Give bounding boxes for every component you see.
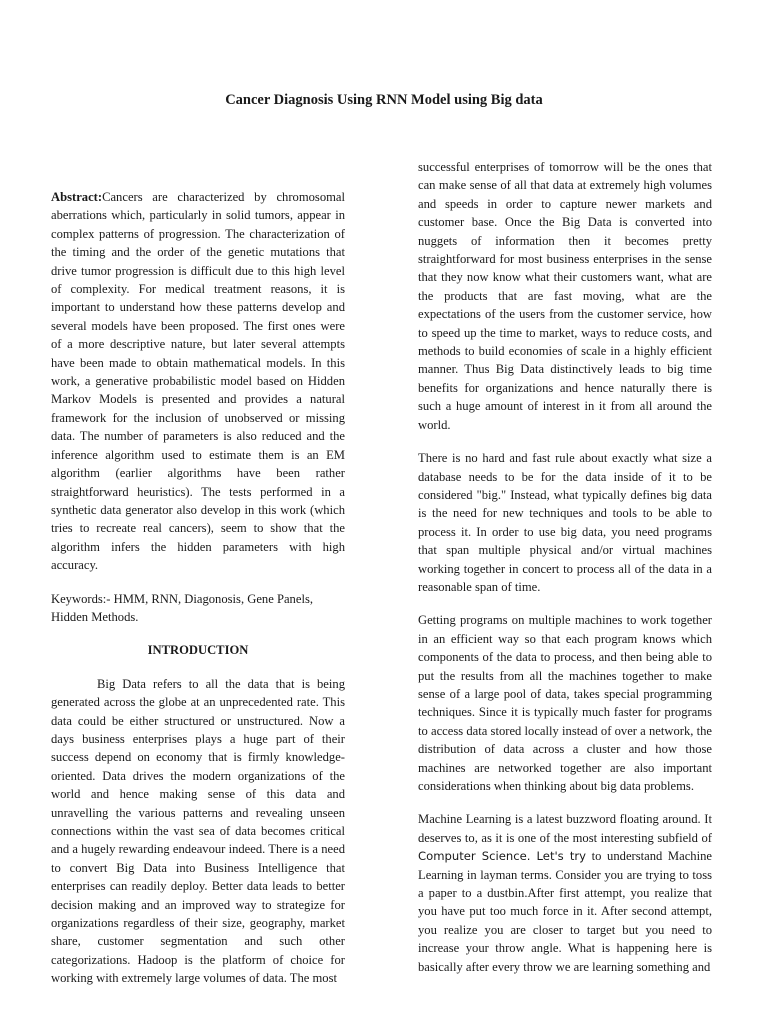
introduction-heading: INTRODUCTION [147, 643, 249, 658]
left-column [51, 188, 345, 1003]
para4-sans-text: Computer Science. Let's try [418, 849, 587, 864]
para4-end: to understand Machine Learning in layman terms. Consider you are trying to toss a paper to a dustbin.After first attempt, you realize that you have put too much force in it. After second attempt, you realize you are closer to target but you need to increase your throw angle. What is happening here is basically after every throw we are learning something and [418, 849, 712, 974]
right-paragraph-3: Getting programs on multiple machines to work together in an efficient way so that each program knows which components of the data to process, and then being able to put the results from all the machines together to make sense of a large pool of data, takes special programming techniques. Since it is typically much faster for programs to access data stored locally instead of over a network, the distribution of data across a cluster and how those machines are networked together are also important considerations when thinking about big data problems. [418, 613, 712, 793]
abstract-text: Cancers are characterized by chromosomal aberrations which, particularly in solid tumors, appear in complex patterns of progression. The characterization of the timing and the order of the genetic mutations that drive tumor progression is difficult due to this high level of complexity. For medical treatment reasons, it is important to understand how these patterns develop and several models have been proposed. The first ones were of a more descriptive nature, but later several attempts have been made to obtain mathematical models. In this work, a generative probabilistic model based on Hidden Markov Models is presented and provides a natural framework for the inclusion of unobserved or missing data. The number of parameters is also reduced and the inference algorithm used to estimate them is an EM algorithm (earlier algorithms have been rather straightforward heuristics). The tests performed in a synthetic data generator also develop in this work (which tries to recreate real cancers), seem to show that the algorithm infers the hidden parameters with high accuracy. [51, 190, 345, 573]
keywords: Keywords:- HMM, RNN, Diagonosis, Gene Panels, Hidden Methods. [51, 591, 313, 624]
right-paragraph-1: successful enterprises of tomorrow will be the ones that can make sense of all that data at extremely high volumes and speeds in order to capture newer markets and customer base. Once the Big Data is converted into nuggets of information then it becomes pretty straightforward for most business enterprises in the sense that they now know what their customers want, what are the products that are fast moving, what are the expectations of the users from the customer service, how to speed up the time to market, ways to reduce costs, and methods to build economies of scale in a highly efficient manner. Thus Big Data distinctively leads to big time benefits for organizations and hence naturally there is such a huge amount of interest in it from all around the world. [418, 160, 712, 432]
right-paragraph-2: There is no hard and fast rule about exactly what size a database needs to be for the data inside of it to be considered "big." Instead, what typically defines big data is the need for new techniques and tools to be able to process it. In order to use big data, you need programs that span multiple physical and/or virtual machines working together in concert to process all of the data in a reasonable span of time. [418, 451, 712, 594]
right-column [418, 158, 712, 991]
abstract-label: Abstract: [51, 190, 103, 204]
right-paragraph-4 [418, 810, 712, 976]
para4-start: Machine Learning is a latest buzzword floating around. It deserves to, as it is one of the most interesting subfield of [418, 812, 712, 845]
paper-title: Cancer Diagnosis Using RNN Model using Big data [225, 92, 543, 108]
abstract [51, 188, 345, 575]
introduction-paragraph-1: Big Data refers to all the data that is being generated across the globe at an unprecedented rate. This data could be either structured or unstructured. Now a days business enterprises plays a huge part of their success depend on economy that is firmly knowledge-oriented. Data drives the modern organizations of the world and hence making sense of this data and unravelling the various patterns and revealing unseen connections within the vast sea of data becomes critical and a hugely rewarding endeavour indeed. There is a need to convert Big Data into Business Intelligence that enterprises can readily deploy. Better data leads to better decision making and an improved way to strategize for organizations regardless of their size, geography, market share, customer segmentation and such other categorizations. Hadoop is the platform of choice for working with extremely large volumes of data. The most [51, 676, 345, 986]
